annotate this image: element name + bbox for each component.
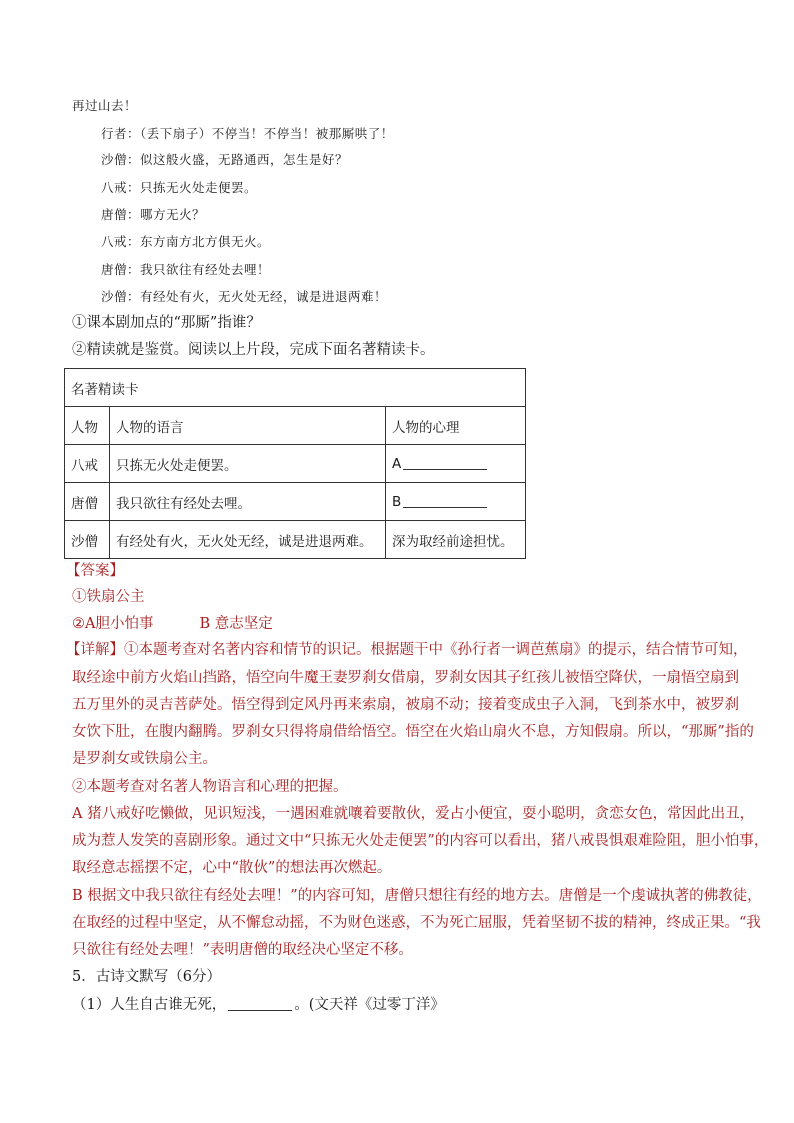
detail-line: 成为惹人发笑的喜剧形象。通过文中“只拣无火处走便罢”的内容可以看出，猪八戒畏惧艰难险阻，胆小怕事， [72, 833, 769, 849]
script-line: 沙僧：有经处有火，无火处无经，诚是进退两难！ [101, 289, 388, 304]
table-row [65, 521, 526, 559]
script-line: 唐僧：我只欲往有经处去哩！ [101, 262, 271, 277]
answer-blank[interactable] [228, 996, 292, 1011]
detail-line: ②本题考查对名著人物语言和心理的把握。 [72, 779, 348, 795]
script-line: 沙僧：似这般火盛，无路通西，怎生是好？ [101, 152, 349, 167]
detail-line: 只欲往有经处去哩！”表明唐僧的取经决心坚定不移。 [72, 942, 413, 958]
header-speech: 人物的语言 [110, 407, 386, 445]
answer-2b: B 意志坚定 [199, 616, 273, 632]
card-title: 名著精读卡 [65, 369, 526, 407]
answer-blank[interactable] [403, 493, 487, 508]
detail-line: 【详解】①本题考查对名著内容和情节的识记。根据题干中《孙行者一调芭蕉扇》的提示，结合情节可知， [66, 642, 748, 658]
script-line: 唐僧：哪方无火？ [101, 207, 206, 222]
detail-line: 取经意志摇摆不定，心中“散伙”的想法再次燃起。 [72, 860, 392, 876]
question-2: ②精读就是鉴赏。阅读以上片段，完成下面名著精读卡。 [72, 342, 435, 358]
answer-blank[interactable] [403, 455, 487, 470]
cell-speech: 我只欲往有经处去哩。 [110, 483, 386, 521]
cell-speech: 只拣无火处走便罢。 [110, 445, 386, 483]
question-1: ①课本剧加点的“那厮”指谁？ [72, 315, 261, 331]
detail-line: 在取经的过程中坚定，从不懈怠动摇，不为财色迷惑，不为死亡屈服，凭着坚韧不拔的精神，终成正果。“我 [72, 915, 761, 931]
cell-person: 八戒 [65, 445, 110, 483]
section-5-item-1: （1）人生自古谁无死， 。(文天祥《过零丁洋》 [72, 997, 445, 1013]
script-line: 八戒：只拣无火处走便罢。 [101, 180, 258, 195]
blank-label: B [392, 494, 402, 510]
cell-mind [386, 483, 526, 521]
detail-line: A 猪八戒好吃懒做，见识短浅，一遇困难就嚷着要散伙，爱占小便宜，耍小聪明，贪恋女色，常因此出丑， [72, 806, 755, 822]
detail-line: B 根据文中我只欲往有经处去哩！”的内容可知，唐僧只想往有经的地方去。唐僧是一个虔诚执著的佛教徒， [72, 888, 762, 904]
detail-line: 是罗刹女或铁扇公主。 [72, 751, 217, 767]
detail-label: 【详解】 [66, 642, 124, 658]
table-row [65, 483, 526, 521]
detail-line: 取经途中前方火焰山挡路，悟空向牛魔王妻罗刹女借扇，罗刹女因其子红孩儿被悟空降伏，一扇悟空扇到 [72, 670, 739, 686]
answer-2 [72, 614, 273, 634]
cell-mind [386, 445, 526, 483]
script-line: 再过山去！ [72, 98, 138, 113]
cell-person: 唐僧 [65, 483, 110, 521]
header-person: 人物 [65, 407, 110, 445]
blank-label: A [392, 456, 402, 472]
script-line: 行者：（丢下扇子）不停当！不停当！被那厮哄了！ [101, 126, 394, 141]
answer-1: ①铁扇公主 [72, 589, 145, 605]
script-line: 八戒：东方南方北方俱无火。 [101, 234, 271, 249]
section-5-title: 5．古诗文默写（6分） [72, 969, 221, 985]
detail-line: 五万里外的灵吉菩萨处。悟空得到定风丹再来索扇，被扇不动；接着变成虫子入洞，飞到茶水中，被罗刹 [72, 697, 739, 713]
answer-label: 【答案】 [66, 563, 124, 579]
reading-card-table [64, 368, 526, 559]
detail-line: 女饮下肚，在腹内翻腾。罗刹女只得将扇借给悟空。悟空在火焰山扇火不息，方知假扇。所以，“那厮”指的 [72, 724, 754, 740]
header-mind: 人物的心理 [386, 407, 526, 445]
answer-2a: ②A胆小怕事 [72, 616, 154, 632]
cell-mind: 深为取经前途担忧。 [386, 521, 526, 559]
cell-speech: 有经处有火，无火处无经，诚是进退两难。 [110, 521, 386, 559]
cell-person: 沙僧 [65, 521, 110, 559]
table-row [65, 445, 526, 483]
